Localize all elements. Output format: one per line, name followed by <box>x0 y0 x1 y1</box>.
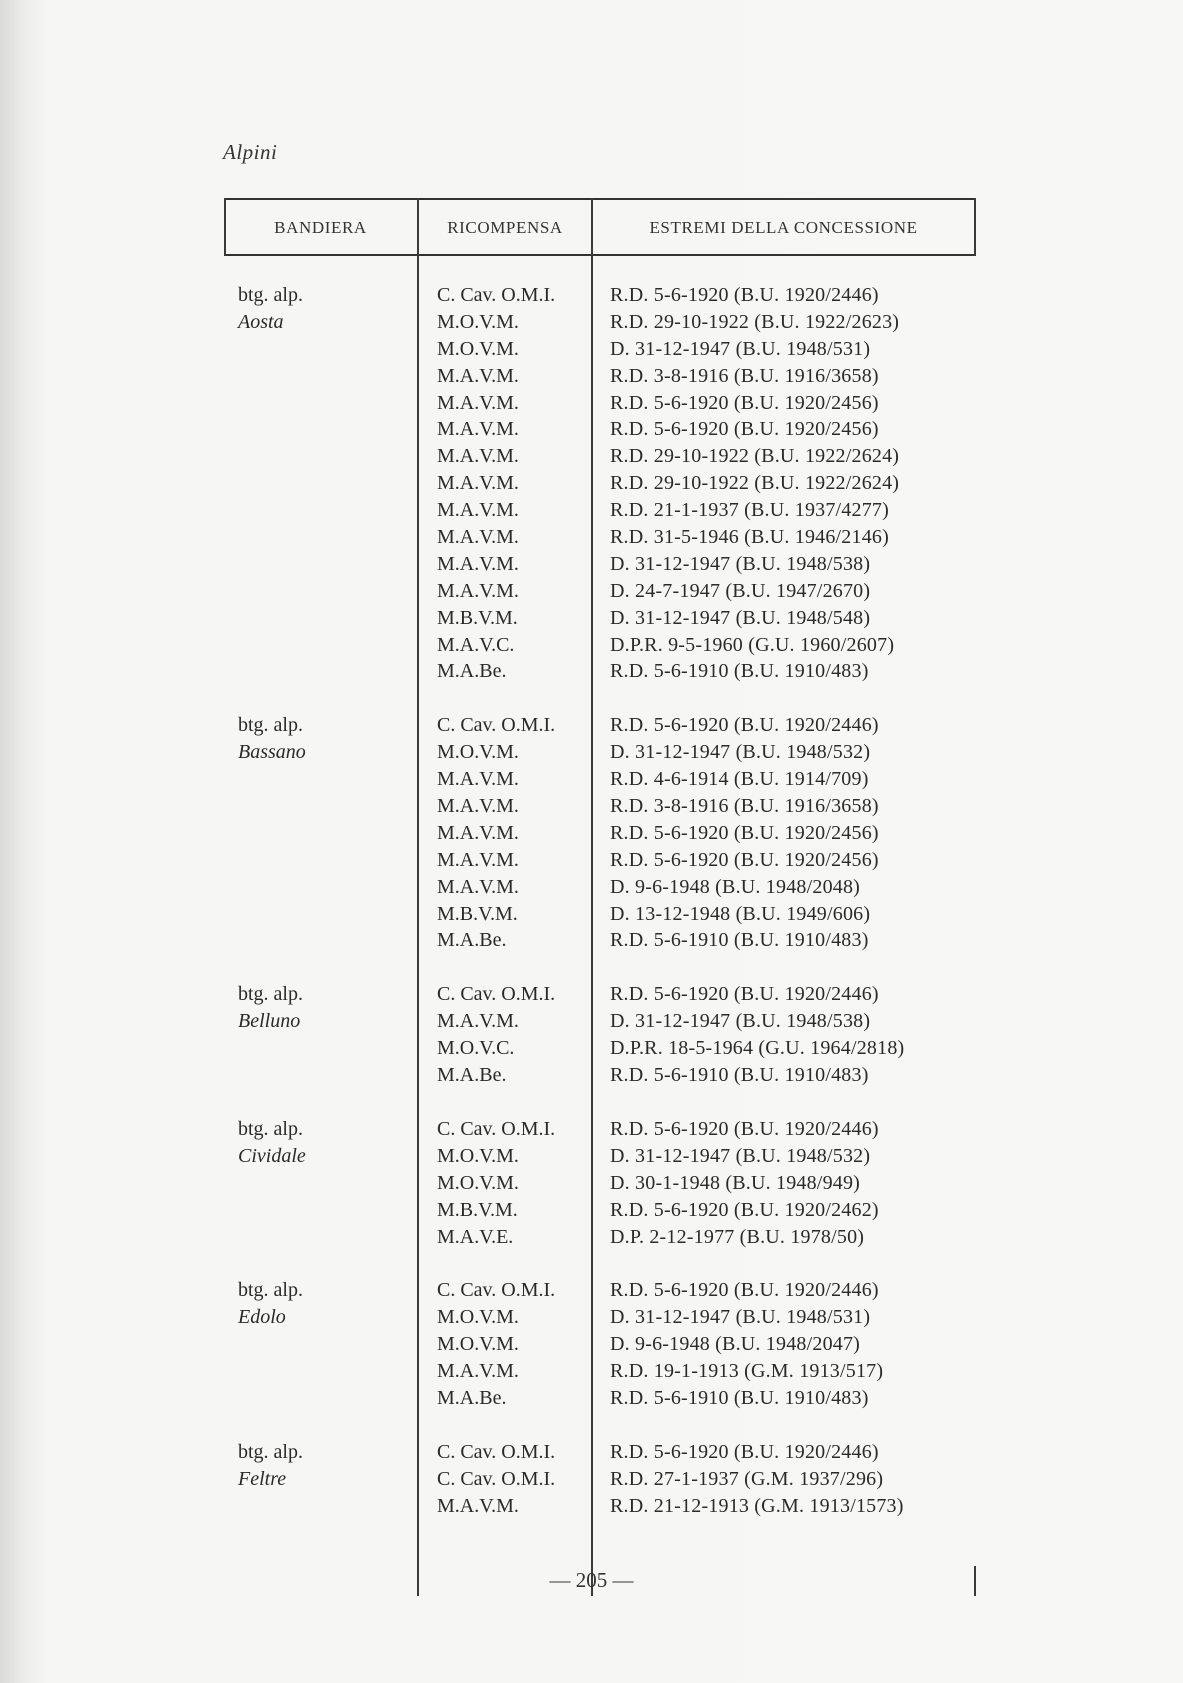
bandiera-cell <box>224 416 417 443</box>
table-row <box>224 1466 976 1493</box>
table-top-rule <box>224 198 976 200</box>
estremi-cell: R.D. 5-6-1920 (B.U. 1920/2446) <box>610 1440 879 1463</box>
ricompensa-cell: M.A.V.M. <box>437 552 519 575</box>
table-row <box>224 282 976 309</box>
ricompensa-cell: M.A.V.M. <box>437 499 519 522</box>
bandiera-cell <box>224 1331 417 1358</box>
unit-type: btg. alp. <box>238 714 303 737</box>
estremi-cell: D.P. 2-12-1977 (B.U. 1978/50) <box>610 1225 865 1248</box>
ricompensa-cell: M.O.V.M. <box>437 1333 519 1356</box>
table-row <box>224 981 976 1008</box>
bandiera-cell <box>224 309 417 336</box>
estremi-cell: D. 9-6-1948 (B.U. 1948/2047) <box>610 1333 861 1356</box>
ricompensa-cell: M.A.V.M. <box>437 1360 519 1383</box>
estremi-cell: D. 9-6-1948 (B.U. 1948/2048) <box>610 875 861 898</box>
bandiera-cell <box>224 1385 417 1412</box>
estremi-cell: D. 31-12-1947 (B.U. 1948/531) <box>610 1306 871 1329</box>
table-row <box>224 1385 976 1412</box>
bandiera-cell <box>224 1277 417 1304</box>
ricompensa-cell: C. Cav. O.M.I. <box>437 983 556 1006</box>
ricompensa-cell: M.A.V.M. <box>437 445 519 468</box>
estremi-cell: R.D. 27-1-1937 (G.M. 1937/296) <box>610 1467 884 1490</box>
ricompensa-cell: C. Cav. O.M.I. <box>437 1117 556 1140</box>
table-row <box>224 901 976 928</box>
table-row <box>224 470 976 497</box>
ricompensa-cell: M.B.V.M. <box>437 1198 518 1221</box>
table-row <box>224 443 976 470</box>
bandiera-cell <box>224 874 417 901</box>
battalion-name: Aosta <box>238 310 284 333</box>
table-row <box>224 927 976 954</box>
table-row <box>224 1331 976 1358</box>
ricompensa-cell: M.A.Be. <box>437 1064 507 1087</box>
estremi-cell: R.D. 29-10-1922 (B.U. 1922/2623) <box>610 310 900 333</box>
bandiera-cell <box>224 712 417 739</box>
estremi-cell: D.P.R. 9-5-1960 (G.U. 1960/2607) <box>610 633 895 656</box>
estremi-cell: D. 31-12-1947 (B.U. 1948/532) <box>610 1144 871 1167</box>
unit-type: btg. alp. <box>238 1117 303 1140</box>
estremi-cell: D. 31-12-1947 (B.U. 1948/531) <box>610 337 871 360</box>
table-row <box>224 524 976 551</box>
table-row <box>224 390 976 417</box>
ricompensa-cell: M.O.V.M. <box>437 741 519 764</box>
bandiera-cell <box>224 470 417 497</box>
estremi-cell: R.D. 21-1-1937 (B.U. 1937/4277) <box>610 499 889 522</box>
ricompensa-cell: M.A.V.M. <box>437 418 519 441</box>
estremi-cell: R.D. 19-1-1913 (G.M. 1913/517) <box>610 1360 884 1383</box>
table-row <box>224 1358 976 1385</box>
table-row <box>224 1008 976 1035</box>
column-header-ricompensa: RICOMPENSA <box>447 218 563 237</box>
ricompensa-cell: M.A.V.M. <box>437 1494 519 1517</box>
estremi-cell: R.D. 4-6-1914 (B.U. 1914/709) <box>610 768 869 791</box>
battalion-group <box>224 1116 976 1250</box>
estremi-cell: R.D. 5-6-1920 (B.U. 1920/2446) <box>610 1279 879 1302</box>
estremi-cell: R.D. 5-6-1910 (B.U. 1910/483) <box>610 1064 869 1087</box>
table-right-border <box>974 198 976 256</box>
bandiera-cell <box>224 390 417 417</box>
table-body <box>224 282 976 1547</box>
battalion-group <box>224 1277 976 1411</box>
table-row <box>224 363 976 390</box>
unit-type: btg. alp. <box>238 1440 303 1463</box>
estremi-cell: D. 31-12-1947 (B.U. 1948/532) <box>610 741 871 764</box>
bandiera-cell <box>224 524 417 551</box>
table-row <box>224 1116 976 1143</box>
bandiera-cell <box>224 739 417 766</box>
table-row <box>224 1062 976 1089</box>
bandiera-cell <box>224 443 417 470</box>
estremi-cell: R.D. 5-6-1910 (B.U. 1910/483) <box>610 929 869 952</box>
table-row <box>224 309 976 336</box>
bandiera-cell <box>224 1035 417 1062</box>
battalion-group <box>224 282 976 685</box>
bandiera-cell <box>224 1493 417 1520</box>
ricompensa-cell: M.A.V.C. <box>437 633 515 656</box>
estremi-cell: R.D. 3-8-1916 (B.U. 1916/3658) <box>610 364 879 387</box>
column-header-estremi: ESTREMI DELLA CONCESSIONE <box>649 218 918 237</box>
estremi-cell: R.D. 5-6-1920 (B.U. 1920/2446) <box>610 284 879 306</box>
table-row <box>224 336 976 363</box>
bandiera-cell <box>224 1116 417 1143</box>
ricompensa-cell: M.A.Be. <box>437 660 507 683</box>
estremi-cell: R.D. 5-6-1920 (B.U. 1920/2456) <box>610 848 879 871</box>
estremi-cell: D. 31-12-1947 (B.U. 1948/538) <box>610 552 871 575</box>
estremi-cell: D.P.R. 18-5-1964 (G.U. 1964/2818) <box>610 1037 905 1060</box>
battalion-name: Bassano <box>238 741 306 764</box>
bandiera-cell <box>224 820 417 847</box>
table-row <box>224 793 976 820</box>
bandiera-cell <box>224 901 417 928</box>
ricompensa-cell: M.O.V.C. <box>437 1037 515 1060</box>
bandiera-cell <box>224 282 417 309</box>
ricompensa-cell: M.A.V.E. <box>437 1225 514 1248</box>
ricompensa-cell: M.O.V.M. <box>437 1144 519 1167</box>
ricompensa-cell: C. Cav. O.M.I. <box>437 1467 556 1490</box>
estremi-cell: R.D. 31-5-1946 (B.U. 1946/2146) <box>610 526 889 549</box>
ricompensa-cell: M.A.Be. <box>437 1386 507 1409</box>
table-row <box>224 1170 976 1197</box>
estremi-cell: R.D. 5-6-1920 (B.U. 1920/2462) <box>610 1198 879 1221</box>
table-row <box>224 1035 976 1062</box>
battalion-name: Feltre <box>238 1467 287 1490</box>
ricompensa-cell: M.B.V.M. <box>437 606 518 629</box>
bandiera-cell <box>224 1466 417 1493</box>
column-header-bandiera: BANDIERA <box>274 218 367 237</box>
ricompensa-cell: C. Cav. O.M.I. <box>437 1440 556 1463</box>
bandiera-cell <box>224 1439 417 1466</box>
ricompensa-cell: M.A.V.M. <box>437 391 519 414</box>
table-row <box>224 820 976 847</box>
estremi-cell: D. 30-1-1948 (B.U. 1948/949) <box>610 1171 861 1194</box>
ricompensa-cell: M.A.V.M. <box>437 768 519 791</box>
table-row <box>224 497 976 524</box>
page-number: — 205 — <box>549 1568 634 1592</box>
bandiera-cell <box>224 632 417 659</box>
ricompensa-cell: M.A.V.M. <box>437 875 519 898</box>
estremi-cell: R.D. 5-6-1920 (B.U. 1920/2456) <box>610 821 879 844</box>
ricompensa-cell: M.A.V.M. <box>437 472 519 495</box>
ricompensa-cell: M.B.V.M. <box>437 902 518 925</box>
table-row <box>224 1224 976 1251</box>
estremi-cell: R.D. 21-12-1913 (G.M. 1913/1573) <box>610 1494 904 1517</box>
ricompensa-cell: C. Cav. O.M.I. <box>437 1279 556 1302</box>
ricompensa-cell: M.A.V.M. <box>437 848 519 871</box>
ricompensa-cell: C. Cav. O.M.I. <box>437 284 556 306</box>
bandiera-cell <box>224 497 417 524</box>
bandiera-cell <box>224 1170 417 1197</box>
ricompensa-cell: M.O.V.M. <box>437 337 519 360</box>
estremi-cell: R.D. 5-6-1910 (B.U. 1910/483) <box>610 660 869 683</box>
estremi-cell: R.D. 29-10-1922 (B.U. 1922/2624) <box>610 472 900 495</box>
table-row <box>224 1439 976 1466</box>
table-row <box>224 551 976 578</box>
table-row <box>224 847 976 874</box>
estremi-cell: D. 31-12-1947 (B.U. 1948/548) <box>610 606 871 629</box>
bandiera-cell <box>224 1304 417 1331</box>
battalion-group <box>224 1439 976 1520</box>
battalion-name: Belluno <box>238 1010 301 1033</box>
table-row <box>224 739 976 766</box>
bandiera-cell <box>224 793 417 820</box>
table-row <box>224 874 976 901</box>
table-row <box>224 1304 976 1331</box>
estremi-cell: D. 24-7-1947 (B.U. 1947/2670) <box>610 579 871 602</box>
bandiera-cell <box>224 1197 417 1224</box>
table-row <box>224 766 976 793</box>
estremi-cell: D. 31-12-1947 (B.U. 1948/538) <box>610 1010 871 1033</box>
table-row <box>224 1493 976 1520</box>
ricompensa-cell: M.A.V.M. <box>437 1010 519 1033</box>
bandiera-cell <box>224 1358 417 1385</box>
battalion-name: Cividale <box>238 1144 306 1167</box>
estremi-cell: R.D. 5-6-1920 (B.U. 1920/2446) <box>610 1117 879 1140</box>
bandiera-cell <box>224 658 417 685</box>
bandiera-cell <box>224 981 417 1008</box>
bandiera-cell <box>224 363 417 390</box>
estremi-cell: R.D. 3-8-1916 (B.U. 1916/3658) <box>610 795 879 818</box>
estremi-cell: D. 13-12-1948 (B.U. 1949/606) <box>610 902 871 925</box>
battalion-group <box>224 712 976 954</box>
ricompensa-cell: M.A.V.M. <box>437 821 519 844</box>
ricompensa-cell: M.A.V.M. <box>437 364 519 387</box>
estremi-cell: R.D. 5-6-1920 (B.U. 1920/2456) <box>610 391 879 414</box>
table-row <box>224 658 976 685</box>
ricompensa-cell: M.O.V.M. <box>437 310 519 333</box>
table-row <box>224 605 976 632</box>
header-bottom-rule <box>224 254 976 256</box>
ricompensa-cell: M.A.Be. <box>437 929 507 952</box>
unit-type: btg. alp. <box>238 284 303 306</box>
ricompensa-cell: M.A.V.M. <box>437 579 519 602</box>
estremi-cell: R.D. 29-10-1922 (B.U. 1922/2624) <box>610 445 900 468</box>
table-row <box>224 712 976 739</box>
battalion-name: Edolo <box>238 1306 286 1329</box>
decorations-table <box>224 198 976 1596</box>
battalion-group <box>224 981 976 1089</box>
estremi-cell: R.D. 5-6-1920 (B.U. 1920/2446) <box>610 714 879 737</box>
bandiera-cell <box>224 1224 417 1251</box>
table-row <box>224 632 976 659</box>
table-row <box>224 578 976 605</box>
bandiera-cell <box>224 578 417 605</box>
bandiera-cell <box>224 847 417 874</box>
ricompensa-cell: M.O.V.M. <box>437 1171 519 1194</box>
bandiera-cell <box>224 1143 417 1170</box>
table-row <box>224 1143 976 1170</box>
ricompensa-cell: M.O.V.M. <box>437 1306 519 1329</box>
table-row <box>224 1197 976 1224</box>
bandiera-cell <box>224 1062 417 1089</box>
estremi-cell: R.D. 5-6-1910 (B.U. 1910/483) <box>610 1386 869 1409</box>
table-row <box>224 416 976 443</box>
bandiera-cell <box>224 336 417 363</box>
unit-type: btg. alp. <box>238 983 303 1006</box>
section-header: Alpini <box>223 140 278 164</box>
bandiera-cell <box>224 1008 417 1035</box>
unit-type: btg. alp. <box>238 1279 303 1302</box>
bandiera-cell <box>224 766 417 793</box>
bandiera-cell <box>224 927 417 954</box>
ricompensa-cell: M.A.V.M. <box>437 526 519 549</box>
table-row <box>224 1277 976 1304</box>
ricompensa-cell: M.A.V.M. <box>437 795 519 818</box>
bandiera-cell <box>224 605 417 632</box>
estremi-cell: R.D. 5-6-1920 (B.U. 1920/2446) <box>610 983 879 1006</box>
estremi-cell: R.D. 5-6-1920 (B.U. 1920/2456) <box>610 418 879 441</box>
bandiera-cell <box>224 551 417 578</box>
ricompensa-cell: C. Cav. O.M.I. <box>437 714 556 737</box>
